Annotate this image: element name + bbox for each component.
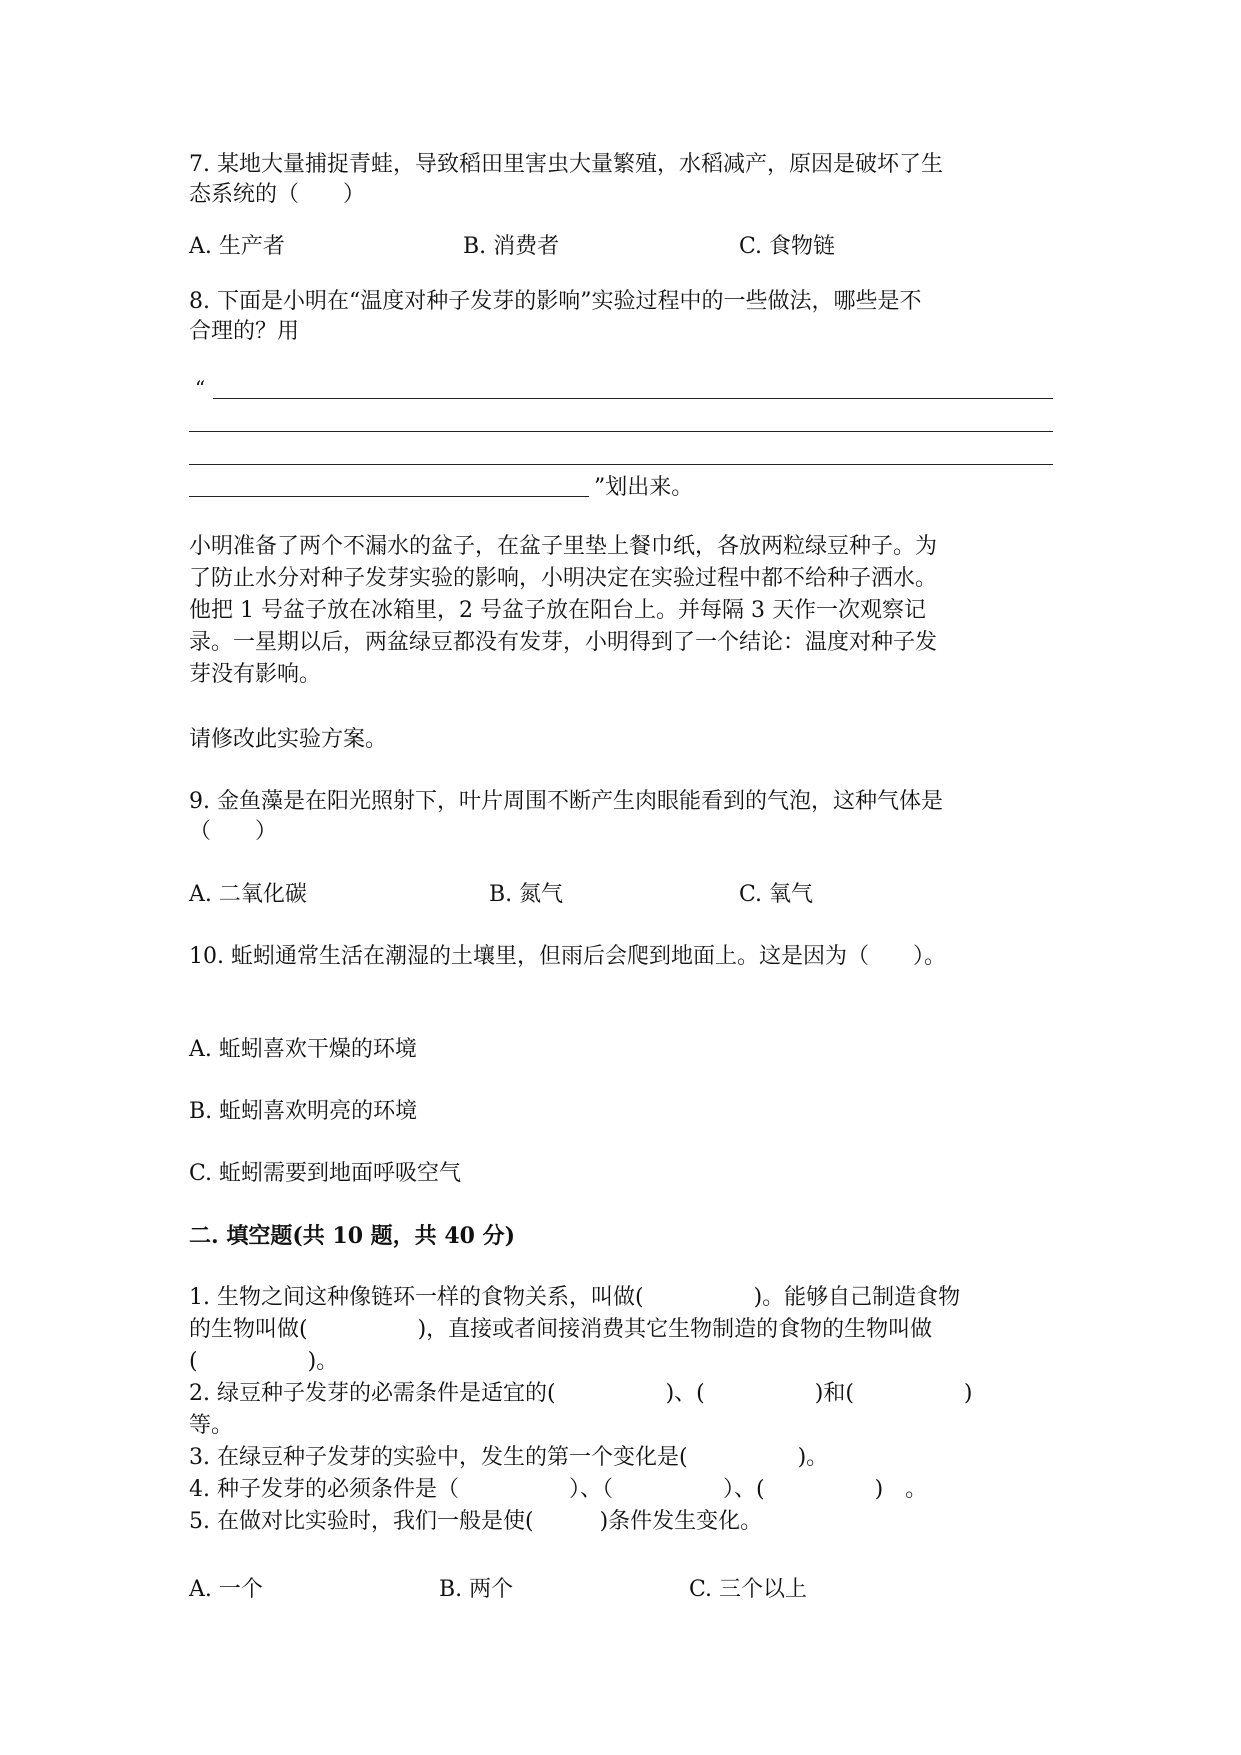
q8-story-line2: 了防止水分对种子发芽实验的影响，小明决定在实验过程中都不给种子洒水。 [189,566,938,591]
q10-option-c[interactable]: C. 蚯蚓需要到地面呼吸空气 [189,1161,462,1186]
q8-stem-line2: 合理的？用 [189,319,300,344]
fill-q5-option-b[interactable]: B. 两个 [439,1577,514,1602]
q9-stem-line2: （ ） [189,819,278,844]
fill-q1-line3: ( )。 [189,1349,339,1374]
fill-q1-line2: 的生物叫做( )，直接或者间接消费其它生物制造的食物的生物叫做 [189,1317,933,1342]
q8-close-quote-tail: ”划出来。 [594,475,694,500]
q10-stem: 10. 蚯蚓通常生活在潮湿的土壤里，但雨后会爬到地面上。这是因为（ ）。 [189,944,946,969]
q8-story-line3: 他把 1 号盆子放在冰箱里，2 号盆子放在阳台上。并每隔 3 天作一次观察记 [189,598,926,623]
answer-line-3[interactable] [189,464,1053,465]
q8-task: 请修改此实验方案。 [189,727,388,752]
q9-option-a[interactable]: A. 二氧化碳 [189,882,307,907]
q7-stem-line2: 态系统的（ ） [189,182,366,207]
q8-story-line5: 芽没有影响。 [189,662,322,687]
q7-option-c[interactable]: C. 食物链 [739,234,836,259]
q9-option-b[interactable]: B. 氮气 [489,882,564,907]
fill-q3: 3. 在绿豆种子发芽的实验中，发生的第一个变化是( )。 [189,1445,829,1470]
q7-option-a[interactable]: A. 生产者 [189,234,285,259]
q10-option-b[interactable]: B. 蚯蚓喜欢明亮的环境 [189,1099,418,1124]
fill-q2-line1: 2. 绿豆种子发芽的必需条件是适宜的( )、( )和( ) [189,1381,973,1406]
q9-stem-line1: 9. 金鱼藻是在阳光照射下，叶片周围不断产生肉眼能看到的气泡，这种气体是 [189,789,943,814]
q8-story-line4: 录。一星期以后，两盆绿豆都没有发芽，小明得到了一个结论：温度对种子发 [189,630,938,655]
q8-story-line1: 小明准备了两个不漏水的盆子，在盆子里垫上餐巾纸，各放两粒绿豆种子。为 [189,534,938,559]
fill-q5: 5. 在做对比实验时，我们一般是使( )条件发生变化。 [189,1509,763,1534]
answer-line-2[interactable] [189,431,1053,432]
q9-option-c[interactable]: C. 氧气 [739,882,814,907]
answer-line-4[interactable] [189,496,589,497]
fill-q2-line2: 等。 [189,1413,234,1438]
q8-stem-line1: 8. 下面是小明在“温度对种子发芽的影响”实验过程中的一些做法，哪些是不 [189,289,922,314]
q8-open-quote: “ [195,376,206,400]
section-heading: 二. 填空题(共 10 题，共 40 分) [189,1223,516,1249]
q7-option-b[interactable]: B. 消费者 [463,234,560,259]
answer-line-1[interactable] [213,398,1053,399]
fill-q4: 4. 种子发芽的必须条件是（ ）、（ ）、( ) 。 [189,1477,928,1502]
fill-q5-option-a[interactable]: A. 一个 [189,1577,263,1602]
fill-q1-line1: 1. 生物之间这种像链环一样的食物关系，叫做( )。能够自己制造食物 [189,1285,961,1310]
fill-q5-option-c[interactable]: C. 三个以上 [689,1577,808,1602]
q7-stem-line1: 7. 某地大量捕捉青蛙，导致稻田里害虫大量繁殖，水稻减产，原因是破坏了生 [189,152,943,177]
q10-option-a[interactable]: A. 蚯蚓喜欢干燥的环境 [189,1037,417,1062]
